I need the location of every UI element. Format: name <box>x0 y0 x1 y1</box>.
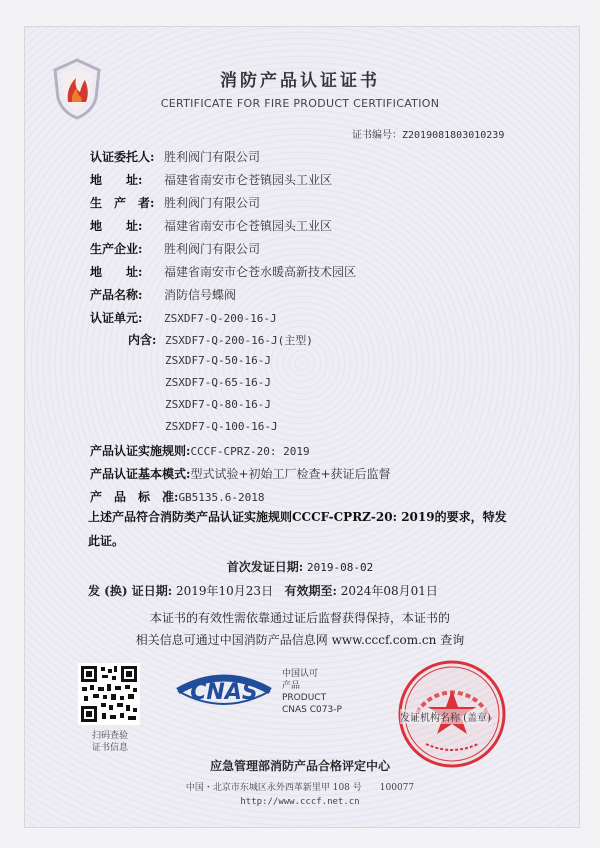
field-product-name: 产品名称: 消防信号蝶阀 <box>90 288 237 302</box>
field-factory-address: 地 址: 福建省南安市仑苍水暖高新技术园区 <box>90 265 357 279</box>
issuing-address: 中国・北京市东城区永外西革新里甲 108 号 100077 <box>185 783 415 793</box>
field-manufacturer-address: 地 址: 福建省南安市仑苍镇园头工业区 <box>90 219 333 233</box>
validity-notice-line1: 本证书的有效性需依靠通过证后监督获得保持，本证书的 <box>149 611 450 625</box>
validity-notice-line2: 相关信息可通过中国消防产品信息网 www.cccf.com.cn 查询 <box>135 633 465 647</box>
valid-until-value: 2024年08月01日 <box>340 584 438 598</box>
contains-item: ZSXDF7-Q-50-16-J <box>165 354 271 367</box>
qr-caption: 扫码查验 证书信息 <box>91 731 128 753</box>
issue-date-label: 发 (换) 证日期: <box>88 584 173 598</box>
field-factory: 生产企业: 胜利阀门有限公司 <box>90 242 261 256</box>
qr-code-icon[interactable] <box>78 663 140 725</box>
certificate-number <box>352 126 504 141</box>
issuing-website-link[interactable]: http://www.cccf.net.cn <box>240 797 360 807</box>
issue-date-value: 2019年10月23日 <box>175 584 274 598</box>
contains-item: ZSXDF7-Q-65-16-J <box>165 376 271 389</box>
contains-item: ZSXDF7-Q-200-16-J(主型) <box>165 334 313 347</box>
certificate-subtitle: CERTIFICATE FOR FIRE PRODUCT CERTIFICATION <box>160 97 440 110</box>
field-cert-unit: 认证单元: ZSXDF7-Q-200-16-J <box>90 311 277 325</box>
certificate-number-label: 证书编号： <box>352 130 402 141</box>
certificate-title: 消防产品认证证书 <box>220 71 380 91</box>
cnas-accreditation-text: 中国认可 产品 PRODUCT CNAS C073-P <box>282 669 342 715</box>
contains-label: 内含: <box>128 333 157 347</box>
valid-until-label: 有效期至: <box>284 584 337 598</box>
contains-item: ZSXDF7-Q-80-16-J <box>165 398 271 411</box>
field-manufacturer: 生 产 者: 胜利阀门有限公司 <box>90 196 261 210</box>
field-applicant: 认证委托人: 胜利阀门有限公司 <box>90 150 261 164</box>
cnas-logo-icon <box>170 667 278 715</box>
issue-and-valid-dates <box>88 582 438 599</box>
cnas-logo-text: CNAS <box>190 680 258 705</box>
field-standard: 产 品 标 准:GB5135.6-2018 <box>90 490 265 504</box>
issuing-organization: 应急管理部消防产品合格评定中心 <box>209 759 390 773</box>
field-mode: 产品认证基本模式:型式试验+初始工厂检查+获证后监督 <box>90 467 391 481</box>
certificate-number-value: Z2019081803010239 <box>402 130 505 141</box>
compliance-statement: 上述产品符合消防类产品认证实施规则CCCF-CPRZ-20: 2019的要求，特发此证。 <box>88 510 507 548</box>
seal-note: 发证机构名称 (盖章) <box>400 709 491 724</box>
field-rules: 产品认证实施规则:CCCF-CPRZ-20: 2019 <box>90 444 310 458</box>
first-issue-date: 首次发证日期: 2019-08-02 <box>226 560 374 574</box>
contains-item: ZSXDF7-Q-100-16-J <box>165 420 278 433</box>
field-applicant-address: 地 址: 福建省南安市仑苍镇园头工业区 <box>90 173 333 187</box>
